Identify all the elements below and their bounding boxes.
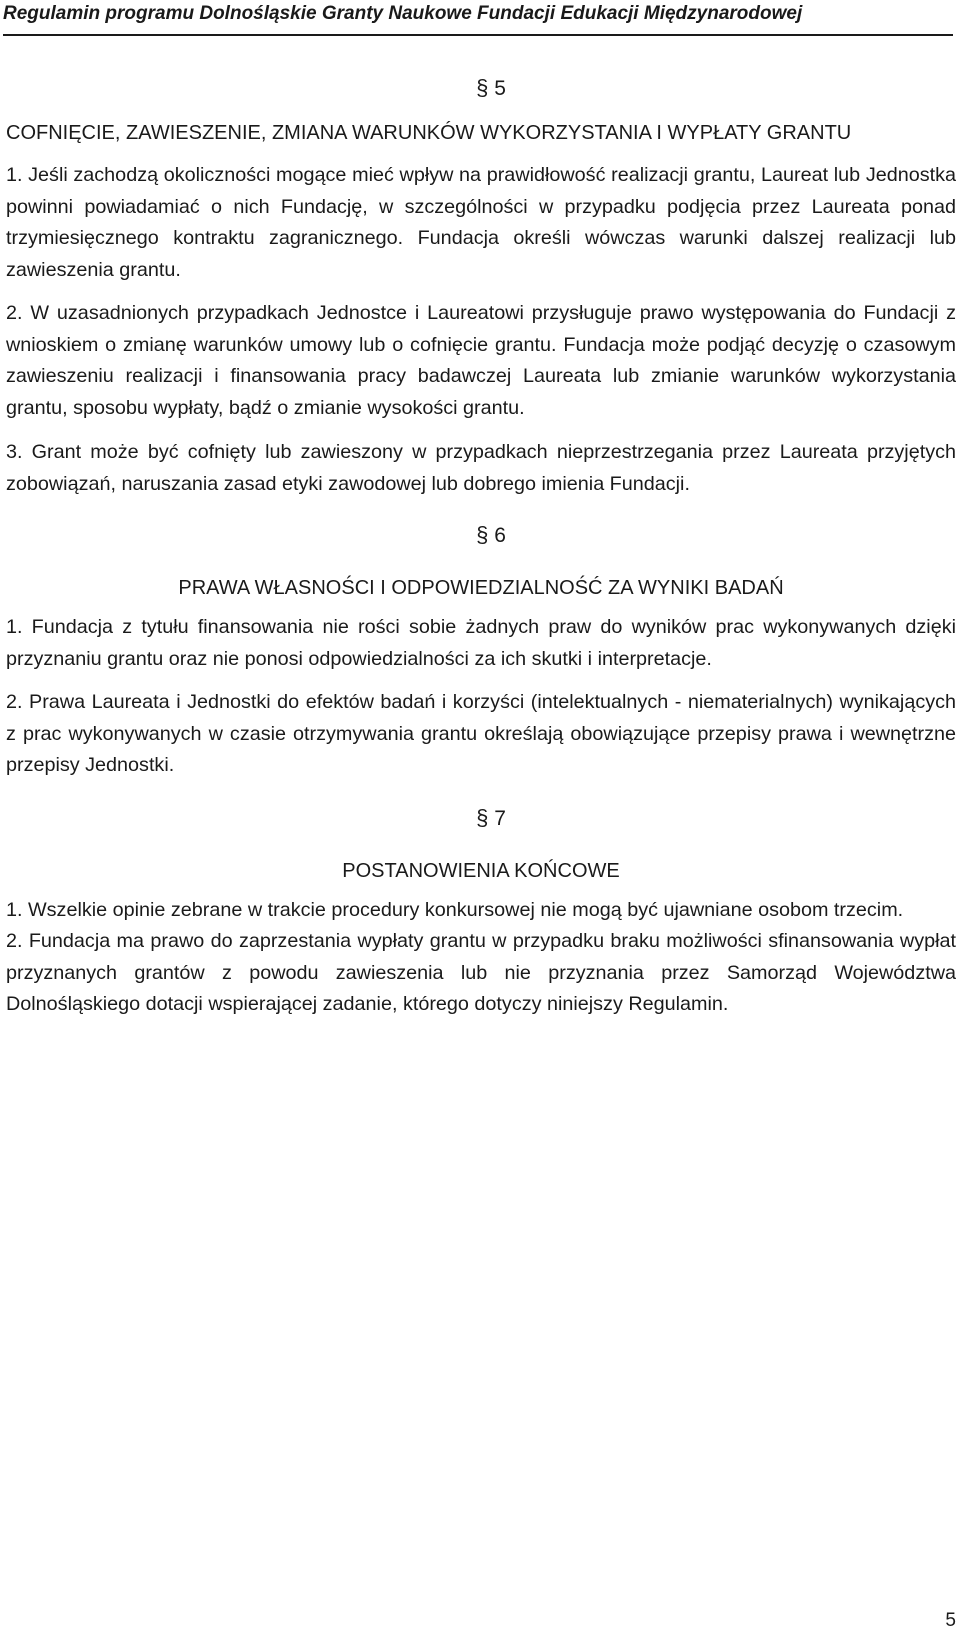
section-title: POSTANOWIENIA KOŃCOWE [342, 859, 620, 882]
paragraph-sign: § [476, 75, 489, 100]
section-title: COFNIĘCIE, ZAWIESZENIE, ZMIANA WARUNKÓW WYKORZYSTANIA I WYPŁATY GRANTU [6, 122, 852, 144]
section-mark [6, 804, 956, 833]
section-title: PRAWA WŁASNOŚCI I ODPOWIEDZIALNOŚĆ ZA WYNIKI BADAŃ [178, 577, 784, 599]
paragraph-sign: § [476, 522, 489, 547]
section-paragraph: 2. W uzasadnionych przypadkach Jednostce i Laureatowi przysługuje prawo występowania do Fundacji z wnioskiem o zmianę warunków umowy lub o cofnięcie grantu. Fundacja może podjąć decyzję o czasowym zawieszeniu realizacji i finansowania pracy badawczej Laureata lub zmianie warunków wykorzystania grantu, sposobu wypłaty, bądź o zmianie wysokości grantu. [6, 302, 956, 419]
section-paragraph: 1. Wszelkie opinie zebrane w trakcie procedury konkursowej nie mogą być ujawniane osobom trzecim. [6, 898, 904, 921]
section-mark [6, 74, 956, 103]
document-body [6, 70, 956, 1021]
page-number: 5 [945, 1610, 956, 1631]
section-paragraph: 1. Jeśli zachodzą okoliczności mogące mieć wpływ na prawidłowość realizacji grantu, Laureat lub Jednostka powinni powiadamiać o nich Fundację, w szczególności w przypadku podjęcia przez Laureata ponad trzymiesięcznego kontraktu zagranicznego. Fundacja określi wówczas warunki dalszej realizacji lub zawieszenia grantu. [6, 164, 956, 281]
section-7 [6, 804, 956, 1021]
section-6 [6, 521, 956, 782]
section-paragraph: 2. Prawa Laureata i Jednostki do efektów badań i korzyści (intelektualnych - niematerialnych) wynikających z prac wykonywanych w czasie otrzymywania grantu określają obowiązujące przepisy prawa i wewnętrzne przepisy Jednostki. [6, 691, 956, 776]
page-header [3, 2, 953, 36]
section-paragraph: 3. Grant może być cofnięty lub zawieszony w przypadkach nieprzestrzegania przez Laureata przyjętych zobowiązań, naruszania zasad etyki zawodowej lub dobrego imienia Fundacji. [6, 441, 956, 495]
document-title: Regulamin programu Dolnośląskie Granty Naukowe Fundacji Edukacji Międzynarodowej [3, 3, 803, 24]
section-number: 7 [494, 806, 506, 830]
section-5 [6, 74, 956, 500]
section-number: 6 [494, 524, 506, 547]
section-number: 5 [494, 77, 506, 100]
paragraph-sign: § [476, 804, 489, 830]
section-mark [6, 521, 956, 550]
section-paragraph: 2. Fundacja ma prawo do zaprzestania wypłaty grantu w przypadku braku możliwości sfinansowania wypłat przyznanych grantów z powodu zawieszenia lub nie przyznania przez Samorząd Województwa Dolnośląskiego dotacji wspierającej zadanie, którego dotyczy niniejszy Regulamin. [6, 930, 956, 1015]
section-paragraph: 1. Fundacja z tytułu finansowania nie rości sobie żadnych praw do wyników prac wykonywanych dzięki przyznaniu grantu oraz nie ponosi odpowiedzialności za ich skutki i interpretacje. [6, 616, 956, 670]
